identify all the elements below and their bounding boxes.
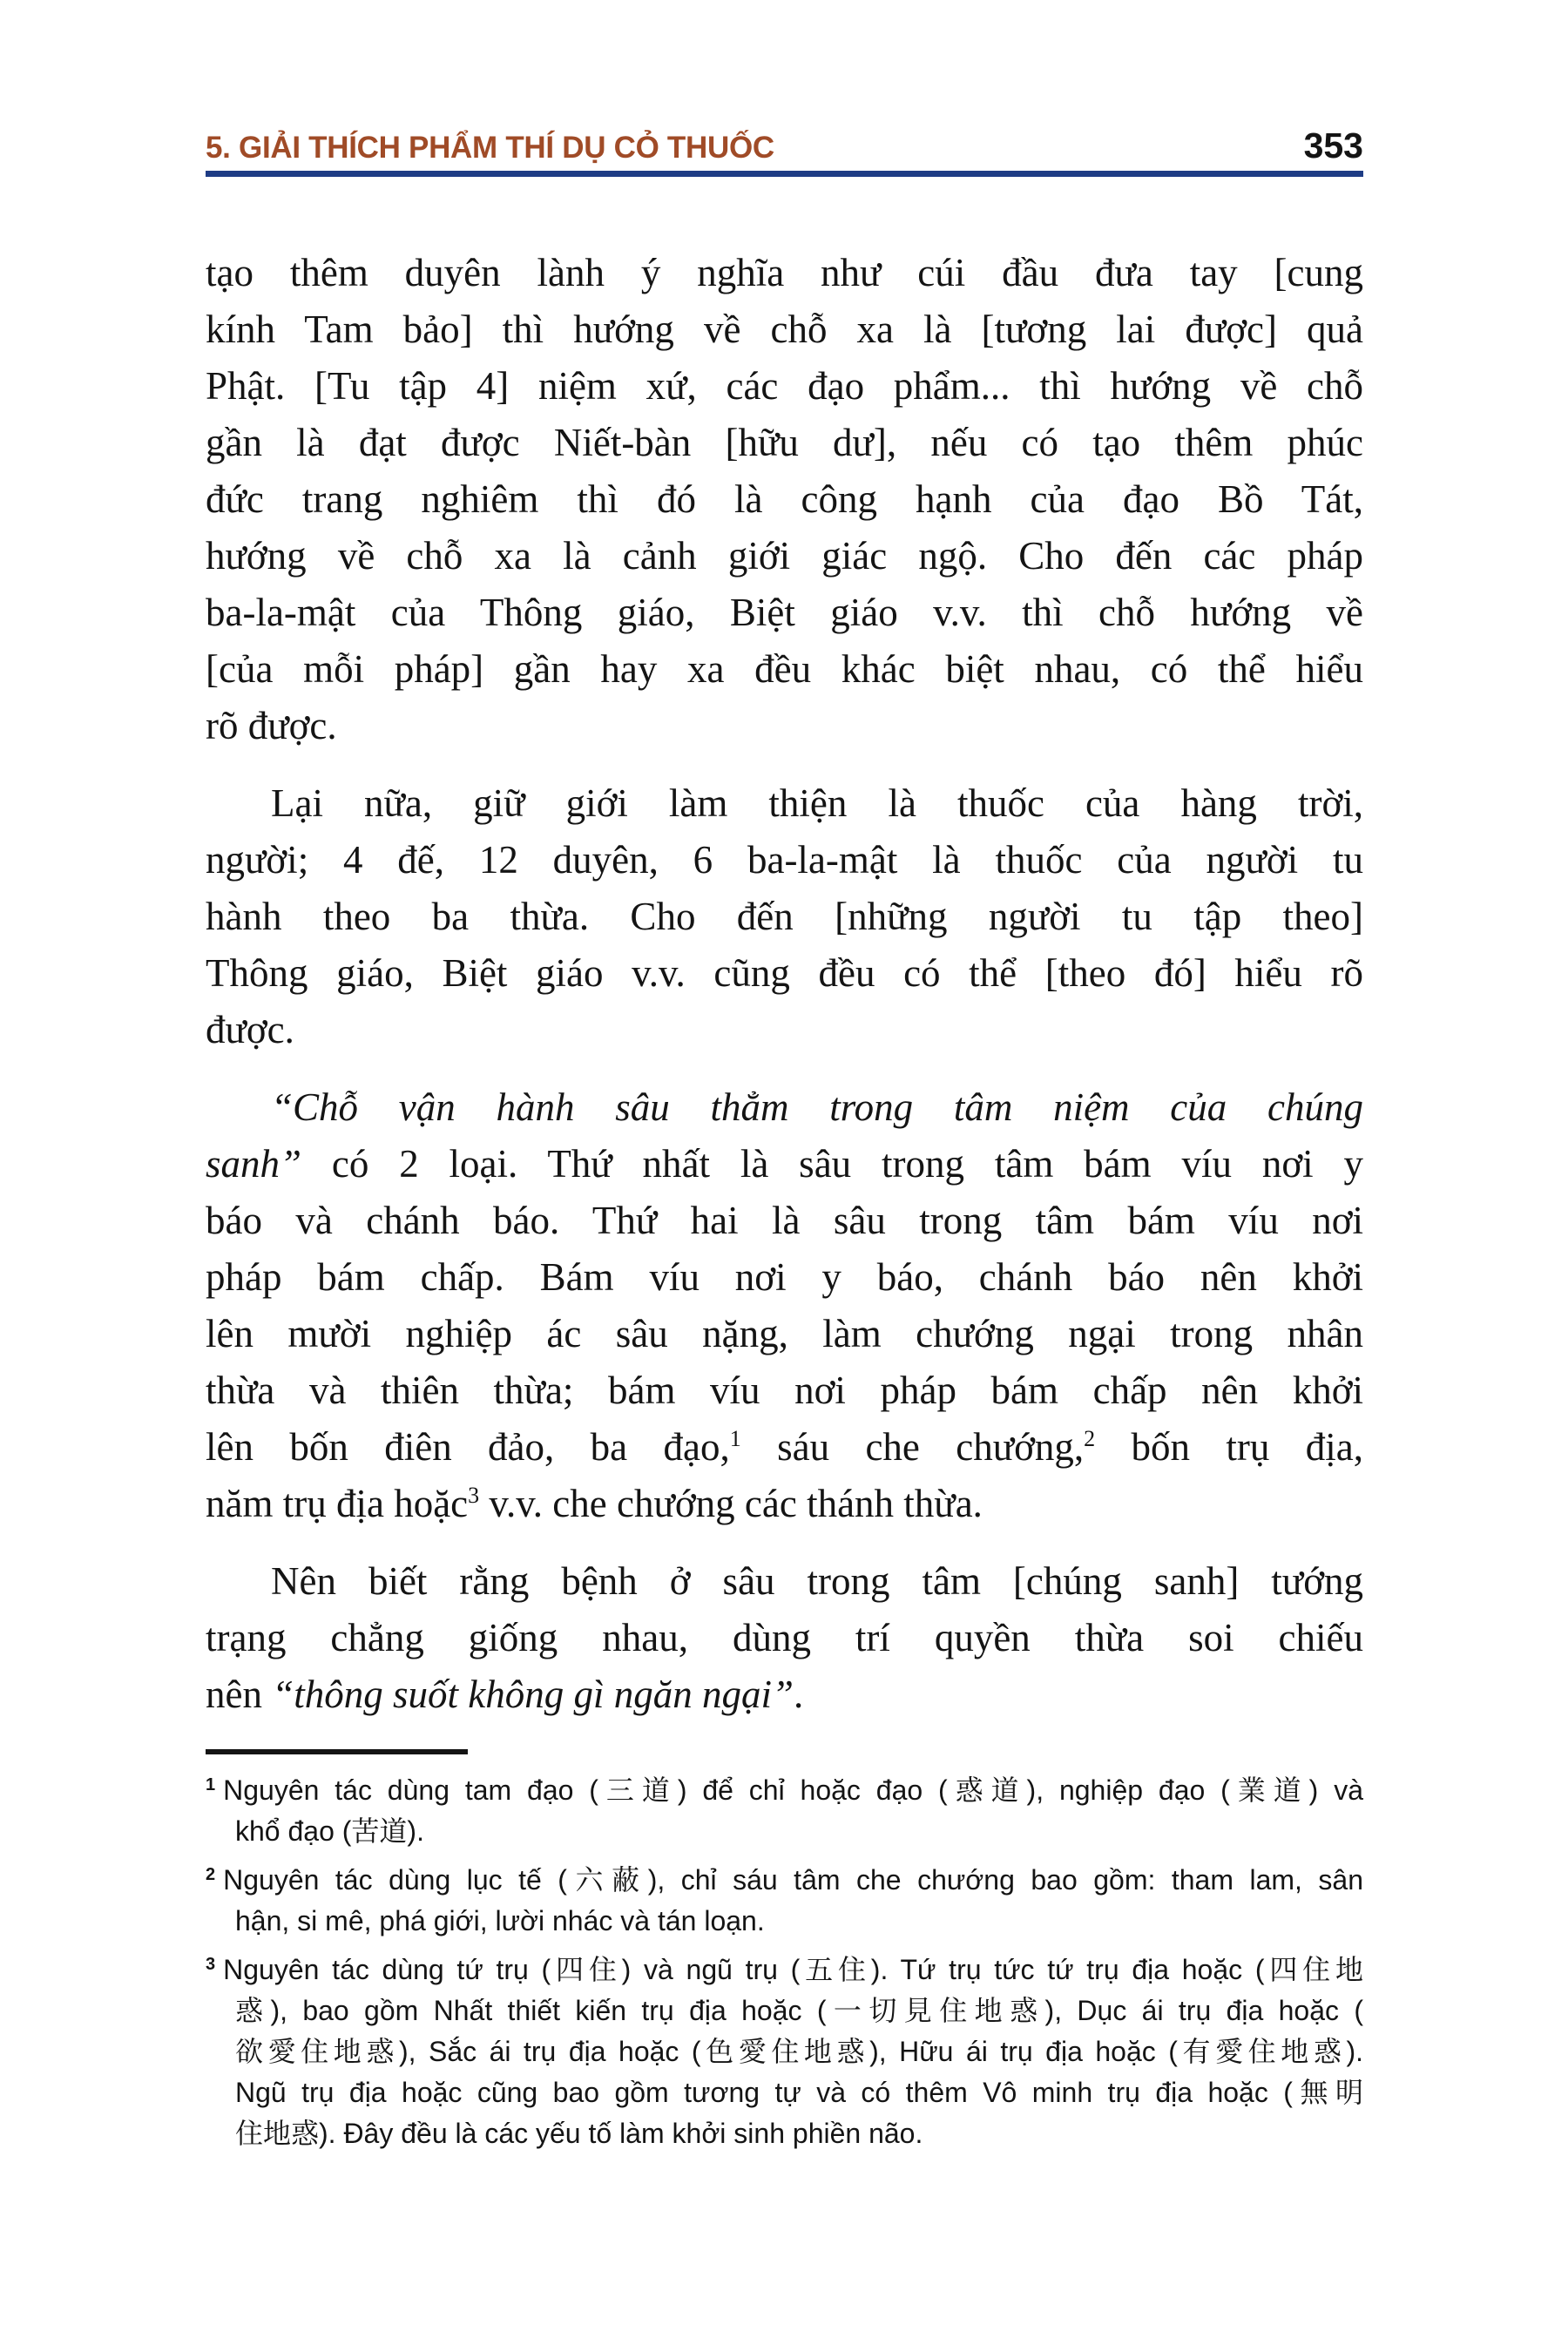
text-run: 住地惑). Đây đều là các yếu tố làm khởi sinh phiền não. bbox=[235, 2118, 923, 2149]
text-run: Nguyên tác dùng tứ trụ (四住) và ngũ trụ (五住). Tứ trụ tức tứ trụ địa hoặc (四住地 bbox=[223, 1954, 1363, 1985]
text-run: lên bốn điên đảo, ba đạo, bbox=[206, 1425, 730, 1469]
text-run: hận, si mê, phá giới, lười nhác và tán loạn. bbox=[235, 1905, 765, 1936]
text-run: hướng về chỗ xa là cảnh giới giác ngộ. Cho đến các pháp bbox=[206, 534, 1363, 578]
text-line bbox=[206, 889, 1363, 945]
text-line bbox=[206, 301, 1363, 358]
text-line bbox=[206, 585, 1363, 641]
text-run: đức trang nghiêm thì đó là công hạnh của đạo Bồ Tát, bbox=[206, 477, 1363, 521]
text-line bbox=[206, 1362, 1363, 1419]
footnote-ref: 3 bbox=[468, 1483, 480, 1508]
text-line bbox=[206, 641, 1363, 698]
text-run: Nguyên tác dùng tam đạo (三道) để chỉ hoặc đạo (惑道), nghiệp đạo (業道) và bbox=[223, 1774, 1363, 1806]
text-run: trạng chẳng giống nhau, dùng trí quyền thừa soi chiếu bbox=[206, 1616, 1363, 1659]
text-run: nên bbox=[206, 1673, 273, 1716]
page-number: 353 bbox=[1303, 125, 1363, 166]
text-line bbox=[206, 1002, 1363, 1058]
text-line bbox=[206, 471, 1363, 528]
text-run: sáu che chướng, bbox=[740, 1425, 1085, 1469]
text-run: “thông suốt không gì ngăn ngại” bbox=[272, 1673, 794, 1716]
footnote-line bbox=[206, 2072, 1363, 2113]
text-line bbox=[206, 775, 1363, 832]
text-run: kính Tam bảo] thì hướng về chỗ xa là [tương lai được] quả bbox=[206, 308, 1363, 351]
text-run: hành theo ba thừa. Cho đến [những người tu tập theo] bbox=[206, 895, 1363, 938]
text-run: Thông giáo, Biệt giáo v.v. cũng đều có thể [theo đó] hiểu rõ bbox=[206, 951, 1363, 995]
text-line bbox=[206, 1136, 1363, 1193]
paragraph bbox=[206, 1079, 1363, 1532]
text-run: ba-la-mật của Thông giáo, Biệt giáo v.v. thì chỗ hướng về bbox=[206, 591, 1363, 634]
text-run: [của mỗi pháp] gần hay xa đều khác biệt nhau, có thể hiểu bbox=[206, 647, 1363, 691]
text-line bbox=[206, 1079, 1363, 1136]
text-run: thừa và thiên thừa; bám víu nơi pháp bám chấp nên khởi bbox=[206, 1369, 1363, 1412]
footnote-line bbox=[206, 1990, 1363, 2031]
footnote-marker: 2 bbox=[206, 1865, 216, 1884]
text-run: Ngũ trụ địa hoặc cũng bao gồm tương tự và có thêm Vô minh trụ địa hoặc (無明 bbox=[235, 2077, 1363, 2108]
text-run: bốn trụ địa, bbox=[1095, 1425, 1363, 1469]
text-line bbox=[206, 945, 1363, 1002]
footnote-ref: 2 bbox=[1084, 1426, 1096, 1451]
footnote-marker: 3 bbox=[206, 1955, 216, 1974]
footnote-marker: 1 bbox=[206, 1775, 216, 1794]
text-run: 惑), bao gồm Nhất thiết kiến trụ địa hoặc (一切見住地惑), Dục ái trụ địa hoặc ( bbox=[235, 1995, 1363, 2026]
text-line bbox=[206, 1249, 1363, 1306]
text-run: v.v. che chướng các thánh thừa. bbox=[479, 1482, 983, 1525]
text-line bbox=[206, 528, 1363, 585]
text-run: Nguyên tác dùng lục tế (六蔽), chỉ sáu tâm che chướng bao gồm: tham lam, sân bbox=[223, 1864, 1363, 1896]
text-run: năm trụ địa hoặc bbox=[206, 1482, 469, 1525]
page-content bbox=[206, 245, 1363, 2154]
text-run: Phật. [Tu tập 4] niệm xứ, các đạo phẩm... thì hướng về chỗ bbox=[206, 364, 1363, 408]
footnote-line bbox=[206, 2113, 1363, 2154]
text-line bbox=[206, 415, 1363, 471]
footnote-item bbox=[206, 1950, 1363, 2154]
text-run: sanh” bbox=[206, 1142, 302, 1186]
footnote-line bbox=[206, 1950, 1363, 1990]
text-run: lên mười nghiệp ác sâu nặng, làm chướng ngại trong nhân bbox=[206, 1312, 1363, 1355]
text-line bbox=[206, 698, 1363, 754]
text-line bbox=[206, 245, 1363, 301]
footnote-separator bbox=[206, 1749, 468, 1754]
paragraph bbox=[206, 775, 1363, 1058]
text-run: có 2 loại. Thứ nhất là sâu trong tâm bám víu nơi y bbox=[301, 1142, 1363, 1186]
text-line bbox=[206, 832, 1363, 889]
text-run: được. bbox=[206, 1008, 294, 1051]
footnote-item bbox=[206, 1770, 1363, 1852]
text-run: pháp bám chấp. Bám víu nơi y báo, chánh báo nên khởi bbox=[206, 1255, 1363, 1299]
footnote-line bbox=[206, 1811, 1363, 1852]
text-line bbox=[206, 1476, 1363, 1532]
footnote-line bbox=[206, 2031, 1363, 2072]
text-run: khổ đạo (苦道). bbox=[235, 1815, 424, 1847]
paragraph bbox=[206, 1553, 1363, 1723]
footnote-line bbox=[206, 1770, 1363, 1811]
text-run: “Chỗ vận hành sâu thẳm trong tâm niệm của chúng bbox=[271, 1085, 1363, 1129]
text-run: . bbox=[794, 1673, 804, 1716]
footnote-line bbox=[206, 1860, 1363, 1901]
paragraph bbox=[206, 245, 1363, 754]
text-run: báo và chánh báo. Thứ hai là sâu trong tâm bám víu nơi bbox=[206, 1199, 1363, 1242]
text-run: gần là đạt được Niết-bàn [hữu dư], nếu có tạo thêm phúc bbox=[206, 421, 1363, 464]
footnote-line bbox=[206, 1901, 1363, 1942]
text-line bbox=[206, 1666, 1363, 1723]
text-run: Lại nữa, giữ giới làm thiện là thuốc của hàng trời, bbox=[271, 781, 1363, 825]
page-header bbox=[206, 125, 1363, 166]
text-line bbox=[206, 1193, 1363, 1249]
footnote-ref: 1 bbox=[729, 1426, 741, 1451]
text-run: 欲愛住地惑), Sắc ái trụ địa hoặc (色愛住地惑), Hữu ái trụ địa hoặc (有愛住地惑). bbox=[235, 2036, 1363, 2067]
footnotes bbox=[206, 1770, 1363, 2154]
header-rule bbox=[206, 171, 1363, 177]
text-run: Nên biết rằng bệnh ở sâu trong tâm [chúng sanh] tướng bbox=[271, 1559, 1363, 1603]
text-line bbox=[206, 1553, 1363, 1610]
section-title: 5. GIẢI THÍCH PHẨM THÍ DỤ CỎ THUỐC bbox=[206, 131, 774, 165]
text-run: người; 4 đế, 12 duyên, 6 ba-la-mật là thuốc của người tu bbox=[206, 838, 1363, 882]
text-line bbox=[206, 1306, 1363, 1362]
text-run: rõ được. bbox=[206, 704, 337, 747]
footnote-item bbox=[206, 1860, 1363, 1942]
text-line bbox=[206, 1419, 1363, 1476]
text-run: tạo thêm duyên lành ý nghĩa như cúi đầu đưa tay [cung bbox=[206, 251, 1363, 294]
text-line bbox=[206, 358, 1363, 415]
body-text bbox=[206, 245, 1363, 1723]
text-line bbox=[206, 1610, 1363, 1666]
